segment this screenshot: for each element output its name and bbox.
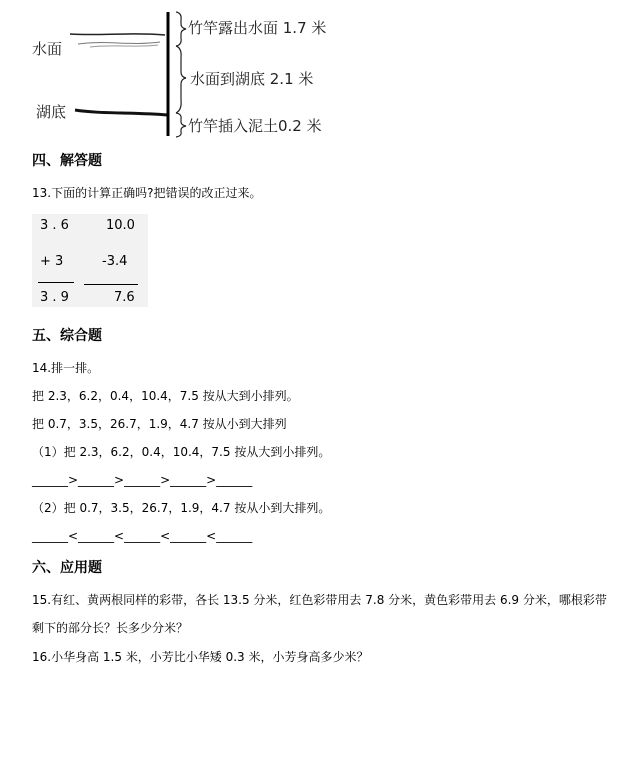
q14-line2: 把 0.7，3.5，26.7，1.9，4.7 按从小到大排列 [32, 417, 287, 431]
calc-left-top: 3 . 6 [40, 218, 69, 233]
section4-title: 四、解答题 [32, 153, 102, 169]
calc-left-underline [38, 282, 74, 283]
section5-title: 五、综合题 [32, 328, 102, 344]
calc-right-middle: -3.4 [102, 254, 128, 269]
calc-right-top: 10.0 [106, 218, 135, 233]
bamboo-pole-diagram [0, 0, 360, 145]
calc-left-middle: + 3 [40, 254, 64, 269]
brace-water-to-bottom [176, 46, 186, 113]
lake-bottom-label: 湖底 [36, 103, 67, 121]
brace-in-mud [176, 113, 186, 137]
water-ripple-line-2 [90, 45, 158, 47]
q14-text: 14.排一排。 [32, 361, 100, 375]
q14-part2: （2）把 0.7，3.5，26.7，1.9，4.7 按从小到大排列。 [32, 501, 331, 515]
q14-part1: （1）把 2.3，6.2，0.4，10.4，7.5 按从大到小排列。 [32, 445, 331, 459]
q15-line2: 剩下的部分长？长多少分米？ [32, 621, 189, 635]
water-surface-label: 水面 [32, 40, 63, 58]
lake-bottom-line [75, 110, 168, 115]
q15-line1: 15.有红、黄两根同样的彩带，各长 13.5 分米，红色彩带用去 7.8 分米，黄色彩带用去 6.9 分米，哪根彩带 [32, 593, 607, 607]
calc-right-result: 7.6 [114, 290, 135, 305]
in-mud-label: 竹竿插入泥土0.2 米 [188, 117, 322, 135]
q13-calculation [32, 214, 148, 307]
water-ripple-line [78, 42, 160, 44]
q14-blanks2: ______<______<______<______<______ [32, 529, 253, 543]
water-to-bottom-label: 水面到湖底 2.1 米 [190, 70, 314, 88]
q14-line1: 把 2.3，6.2，0.4，10.4，7.5 按从大到小排列。 [32, 389, 299, 403]
above-water-label: 竹竿露出水面 1.7 米 [188, 19, 327, 37]
brace-above-water [176, 12, 186, 46]
calc-right-underline [84, 284, 138, 285]
q13-text: 13.下面的计算正确吗?把错误的改正过来。 [32, 186, 262, 200]
section6-title: 六、应用题 [32, 560, 102, 576]
water-surface-line [70, 34, 165, 35]
calc-left-result: 3 . 9 [40, 290, 69, 305]
q16-text: 16.小华身高 1.5 米，小芳比小华矮 0.3 米，小芳身高多少米？ [32, 650, 369, 664]
q14-blanks1: ______>______>______>______>______ [32, 473, 253, 487]
